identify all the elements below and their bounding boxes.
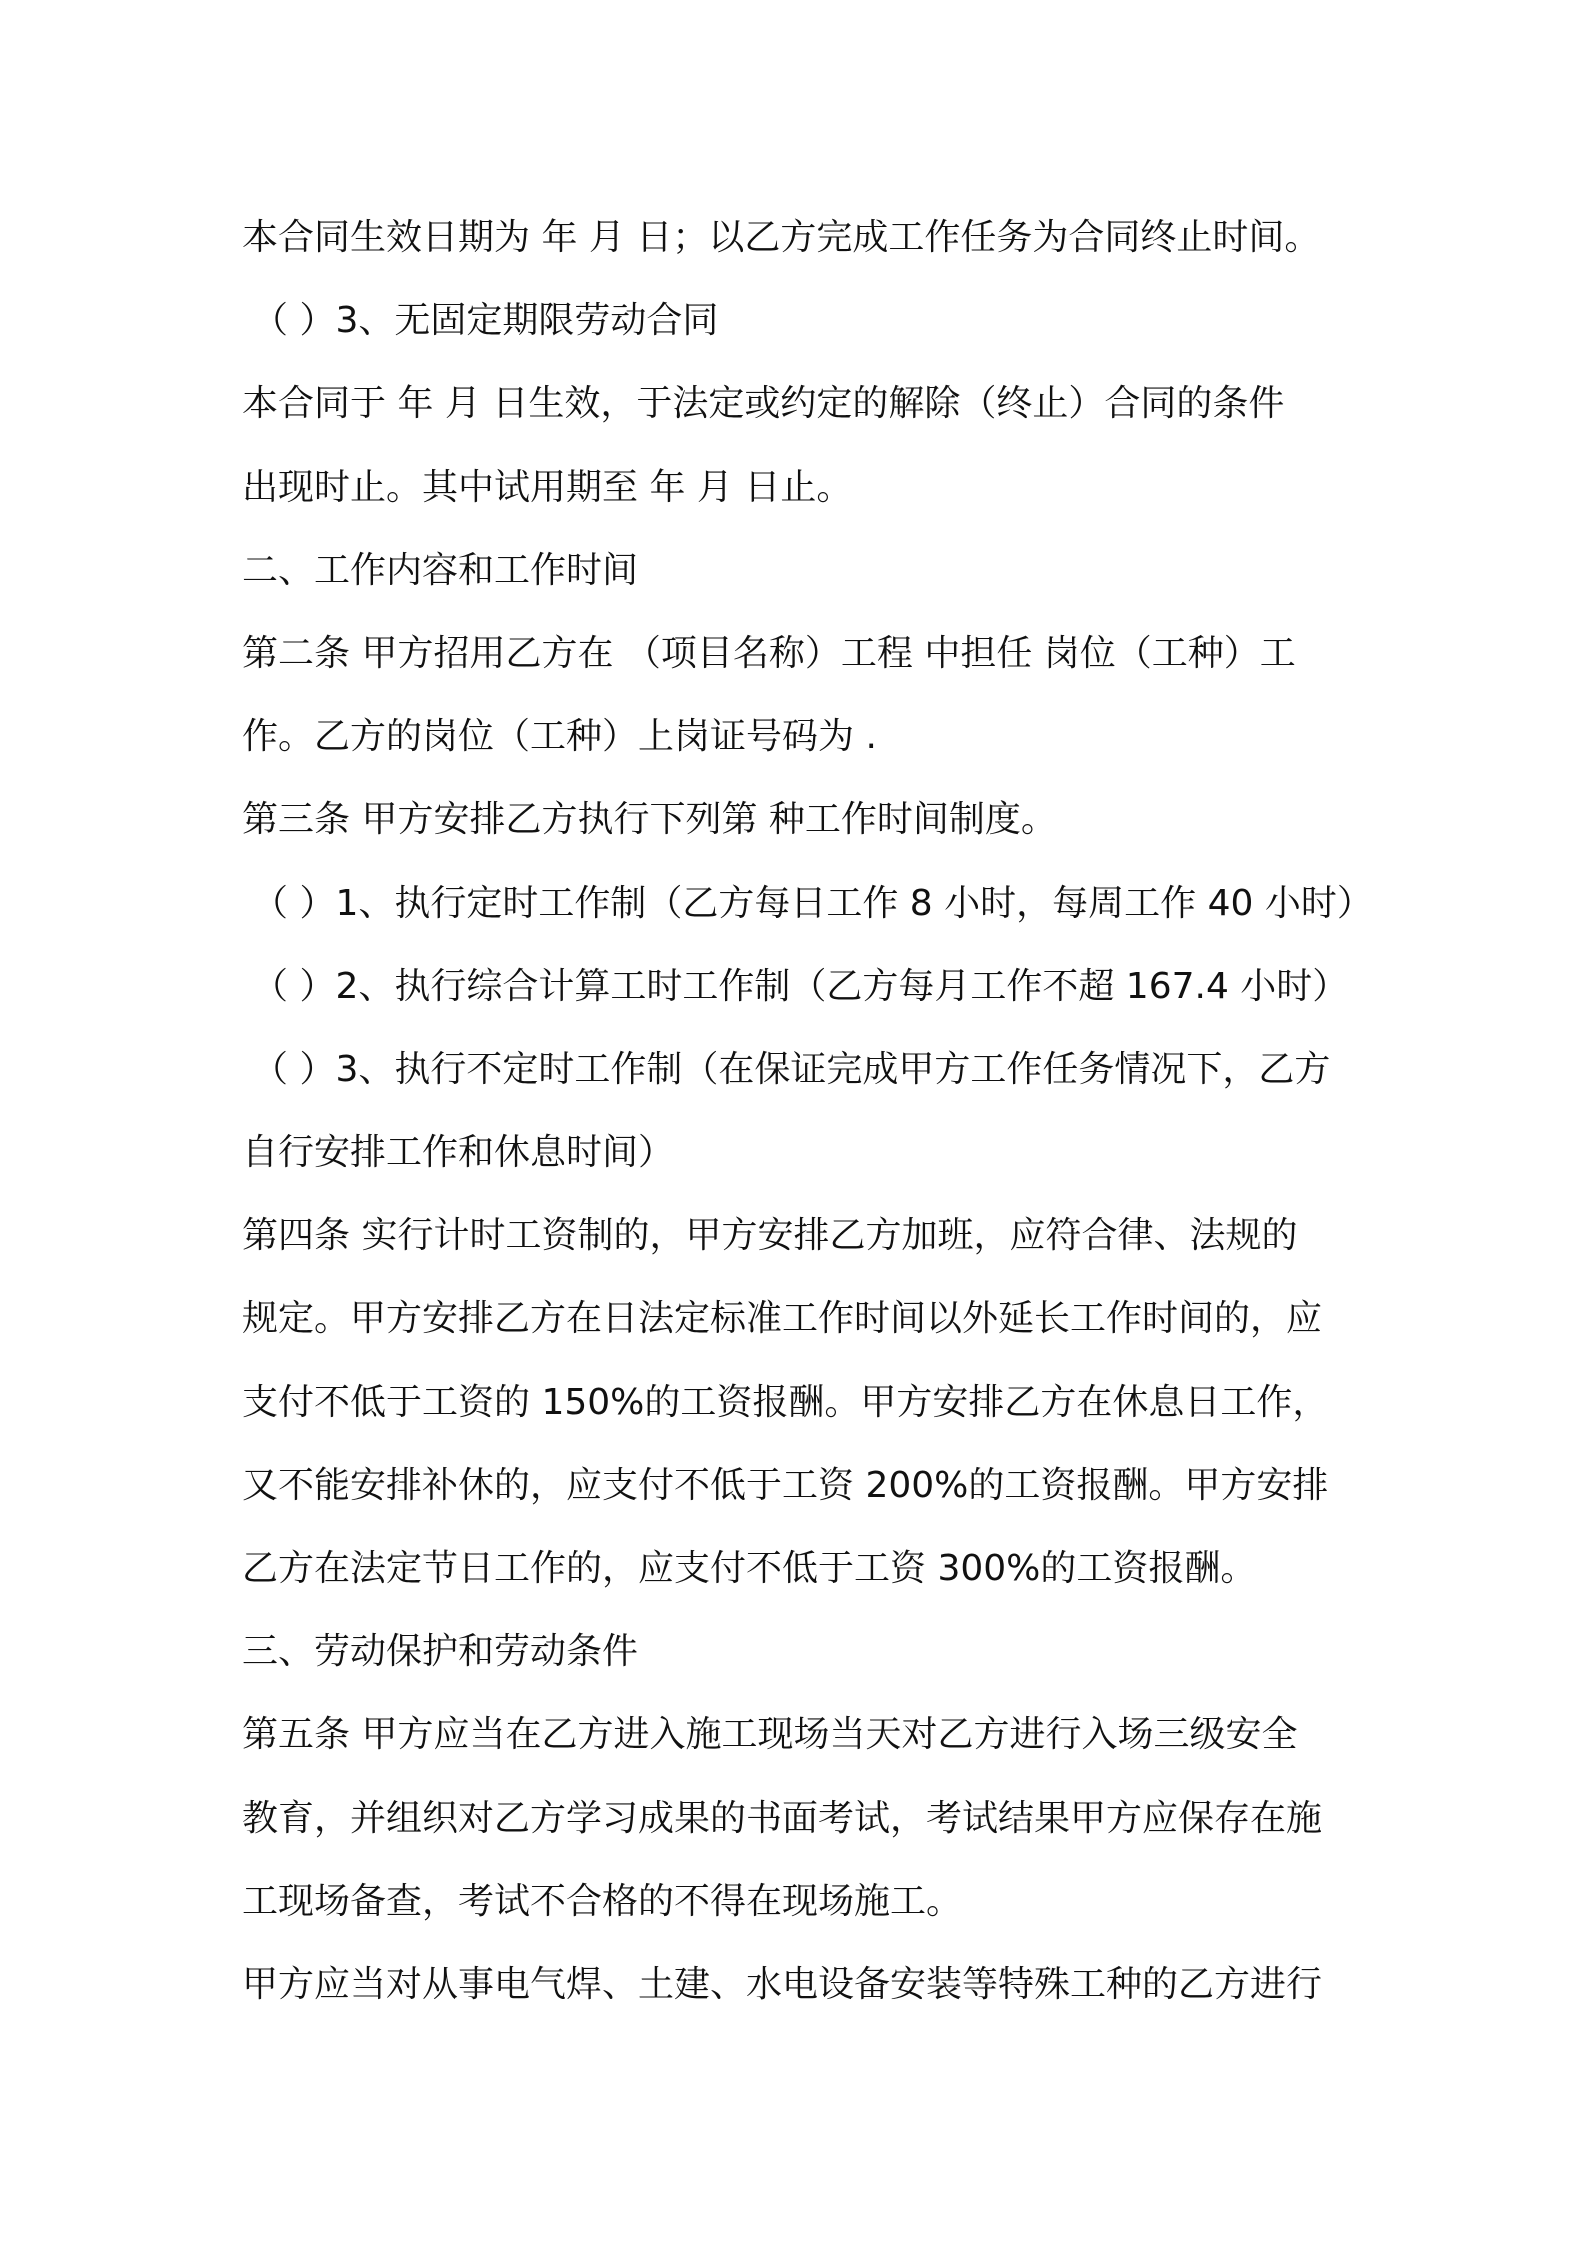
text-line: 本合同于 年 月 日生效，于法定或约定的解除（终止）合同的条件 xyxy=(242,383,1285,425)
text-line: 出现时止。其中试用期至 年 月 日止。 xyxy=(242,466,853,508)
text-line: 甲方应当对从事电气焊、土建、水电设备安装等特殊工种的乙方进行 xyxy=(242,1963,1323,2005)
text-line: 自行安排工作和休息时间） xyxy=(242,1132,675,1174)
text-line: 作。乙方的岗位（工种）上岗证号码为 . xyxy=(242,716,877,758)
option-line: （ ）3、执行不定时工作制（在保证完成甲方工作任务情况下，乙方 xyxy=(252,1048,1331,1090)
section-heading: 三、劳动保护和劳动条件 xyxy=(242,1631,639,1673)
document-body xyxy=(242,196,1372,2026)
text-line: 教育，并组织对乙方学习成果的书面考试，考试结果甲方应保存在施 xyxy=(242,1797,1323,1839)
text-line: 规定。甲方安排乙方在日法定标准工作时间以外延长工作时间的，应 xyxy=(242,1298,1323,1340)
option-line: （ ）1、执行定时工作制（乙方每日工作 8 小时，每周工作 40 小时） xyxy=(252,882,1373,924)
text-line: 工现场备查，考试不合格的不得在现场施工。 xyxy=(242,1880,963,1922)
article-line: 第四条 实行计时工资制的，甲方安排乙方加班，应符合律、法规的 xyxy=(242,1215,1298,1257)
article-line: 第三条 甲方安排乙方执行下列第 种工作时间制度。 xyxy=(242,799,1057,841)
text-line: 又不能安排补休的，应支付不低于工资 200%的工资报酬。甲方安排 xyxy=(242,1464,1329,1506)
article-line: 第五条 甲方应当在乙方进入施工现场当天对乙方进行入场三级安全 xyxy=(242,1714,1298,1756)
article-line: 第二条 甲方招用乙方在 （项目名称）工程 中担任 岗位（工种）工 xyxy=(242,632,1296,674)
text-line: 乙方在法定节日工作的，应支付不低于工资 300%的工资报酬。 xyxy=(242,1548,1257,1589)
text-line: 支付不低于工资的 150%的工资报酬。甲方安排乙方在休息日工作， xyxy=(242,1381,1329,1423)
option-line: （ ）3、无固定期限劳动合同 xyxy=(252,300,719,342)
option-line: （ ）2、执行综合计算工时工作制（乙方每月工作不超 167.4 小时） xyxy=(252,965,1349,1007)
section-heading: 二、工作内容和工作时间 xyxy=(242,549,639,591)
text-line: 本合同生效日期为 年 月 日；以乙方完成工作任务为合同终止时间。 xyxy=(242,217,1321,258)
